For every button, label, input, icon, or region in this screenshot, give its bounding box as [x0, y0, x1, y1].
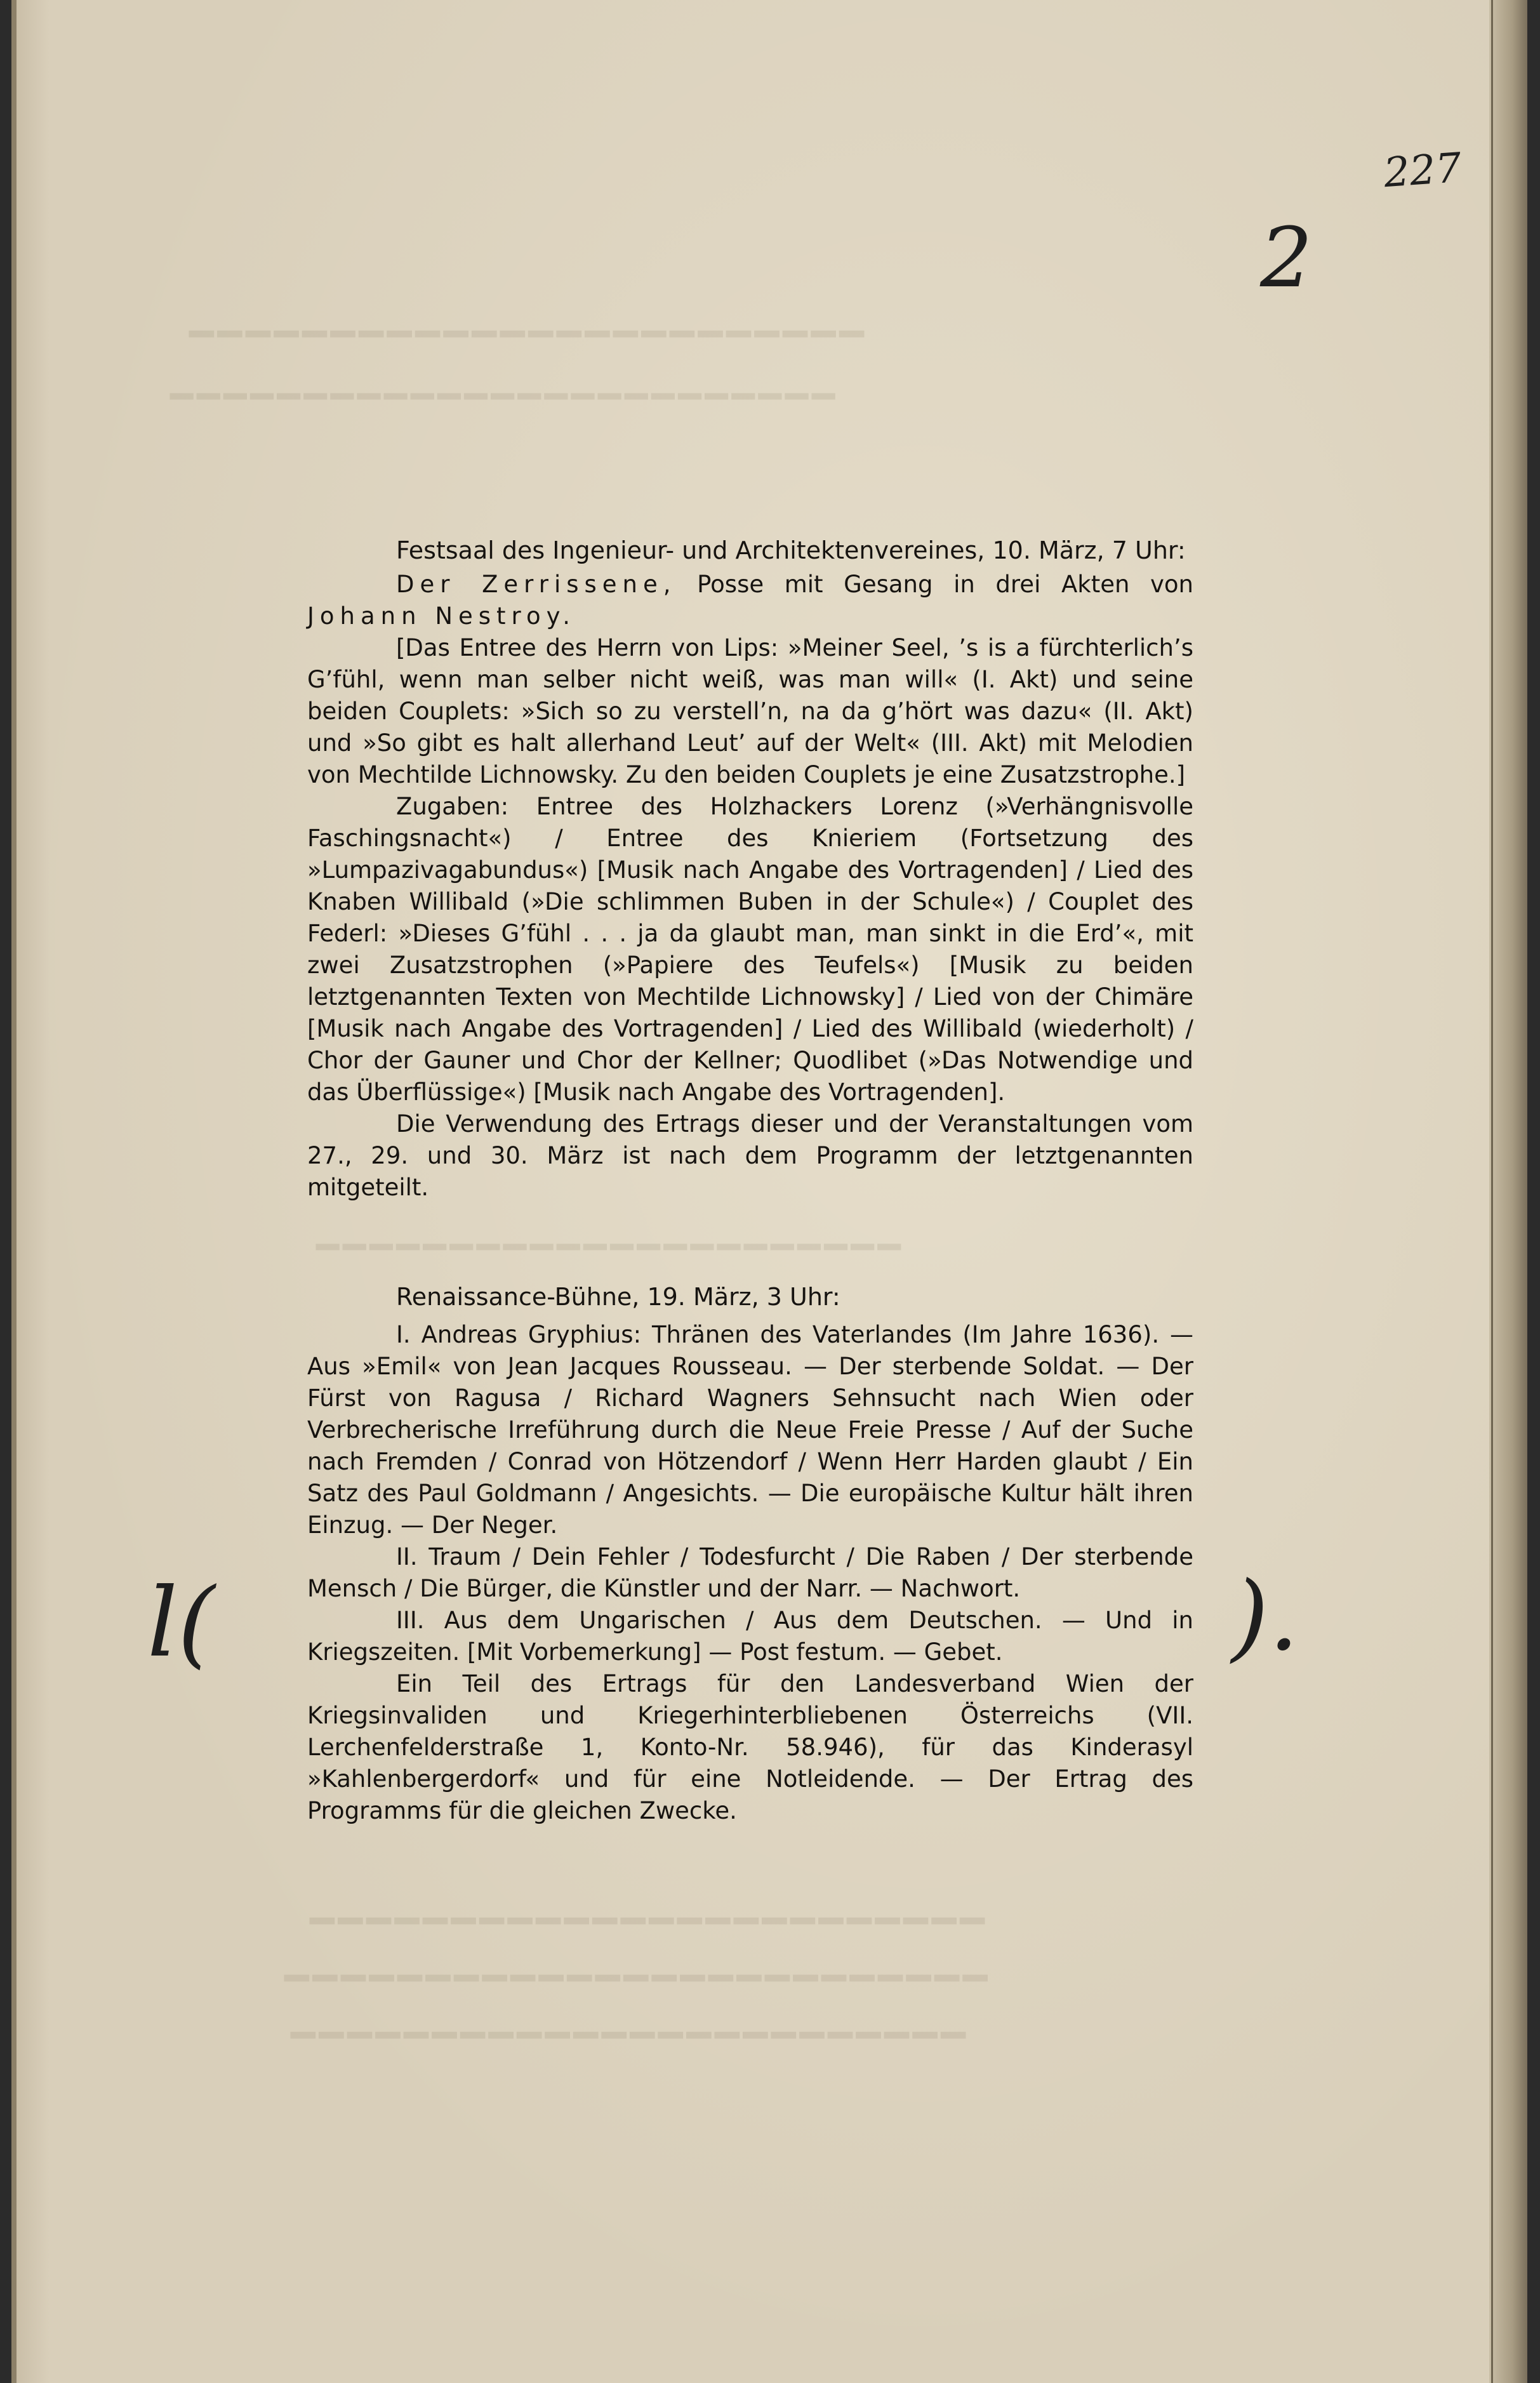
- page-binding: [1489, 0, 1527, 2383]
- left-bracket-mark: l(: [147, 1568, 215, 1678]
- paragraph: II. Traum / Dein Fehler / Todesfurcht / Die Raben / Der sterbende Mensch / Die Bürger, die Künstler und der Narr. — Nachwort.: [307, 1543, 1193, 1602]
- venue-heading: Renaissance-Bühne, 19. März, 3 Uhr:: [396, 1283, 840, 1311]
- show-through-text: ━━━━━━━━━━━━━━━━━━━━━━━━: [310, 1898, 988, 1945]
- paragraph: III. Aus dem Ungarischen / Aus dem Deutschen. — Und in Kriegszeiten. [Mit Vorbemerkung] — Post festum. — Gebet.: [307, 1607, 1193, 1666]
- paragraph: Ein Teil des Ertrags für den Landesverband Wien der Kriegsinvaliden und Kriegerhinterbliebenen Österreichs (VII. Lerchenfelderstraße 1, Konto-Nr. 58.946), für das Kinderasyl »Kahlenbergerdorf« und für eine Notleidende. — Der Ertrag des Programms für die gleichen Zwecke.: [307, 1670, 1193, 1824]
- binding-edge-line: [1491, 0, 1493, 2383]
- event-block-renaissance: [307, 1281, 1193, 1827]
- page-left-edge: [11, 0, 17, 2383]
- paragraph: I. Andreas Gryphius: Thränen des Vaterlandes (Im Jahre 1636). — Aus »Emil« von Jean Jacques Rousseau. — Der sterbende Soldat. — Der Fürst von Ragusa / Richard Wagners Sehnsucht nach Wien oder Verbrecherische Irreführung durch die Neue Freie Presse / Auf der Suche nach Fremden / Conrad von Hötzendorf / Wenn Herr Harden glaubt / Ein Satz des Paul Goldmann / Angesichts. — Die europäische Kultur hält ihren Einzug. — Der Neger.: [307, 1321, 1193, 1539]
- right-bracket-mark: ).: [1231, 1562, 1299, 1672]
- folio-number: 227: [1382, 144, 1463, 197]
- sheet-number: 2: [1260, 209, 1313, 306]
- show-through-text: ━━━━━━━━━━━━━━━━━━━━━━: [316, 1225, 905, 1270]
- paragraph: Zugaben: Entree des Holzhackers Lorenz (»Verhängnisvolle Faschingsnacht«) / Entree des Knieriem (Fortsetzung des »Lumpazivagabundus«) [Musik nach Angabe des Vortragenden] / Lied des Knaben Willibald (»Die schlimmen Buben in der Schule«) / Couplet des Federl: »Dieses G’fühl . . . ja da glaubt man, man sinkt in die Erd’«, mit zwei Zusatzstrophen (»Papiere des Teufels«) [Musik zu beiden letztgenannten Texten von Mechtilde Lichnowsky] / Lied von der Chimäre [Musik nach Angabe des Vortragenden] / Lied des Willibald (wiederholt) / Chor der Gauner und Chor der Kellner; Quodlibet (»Das Notwendige und das Überflüssige«) [Musik nach Angabe des Vortragenden].: [307, 793, 1193, 1106]
- play-title-line: [307, 569, 1193, 632]
- play-title: Der Zerrissene,: [396, 571, 677, 598]
- show-through-text: ━━━━━━━━━━━━━━━━━━━━━━━━━: [170, 375, 839, 419]
- venue-heading: Festsaal des Ingenieur- und Architektenvereines, 10. März, 7 Uhr:: [396, 536, 1186, 564]
- paragraph: Die Verwendung des Ertrags dieser und der Veranstaltungen vom 27., 29. und 30. März ist nach dem Programm der letztgenannten mitgeteilt.: [307, 1110, 1193, 1201]
- play-description: Posse mit Gesang in drei Akten von: [676, 571, 1194, 598]
- show-through-text: ━━━━━━━━━━━━━━━━━━━━━━━━: [189, 311, 868, 358]
- paragraph: [Das Entree des Herrn von Lips: »Meiner Seel, ’s is a fürchterlich’s G’fühl, wenn man selber nicht weiß, was man will« (I. Akt) und seine beiden Couplets: »Sich so zu verstell’n, na da g’hört was dazu« (II. Akt) und »So gibt es halt allerhand Leut’ auf der Welt« (III. Akt) mit Melodien von Mechtilde Lichnowsky. Zu den beiden Couplets je eine Zusatzstrophe.]: [307, 634, 1193, 788]
- event-block-festsaal: [307, 534, 1193, 1204]
- show-through-text: ━━━━━━━━━━━━━━━━━━━━━━━━━: [284, 1955, 992, 2002]
- show-through-text: ━━━━━━━━━━━━━━━━━━━━━━━━: [291, 2012, 969, 2059]
- play-author: Johann Nestroy.: [307, 602, 576, 630]
